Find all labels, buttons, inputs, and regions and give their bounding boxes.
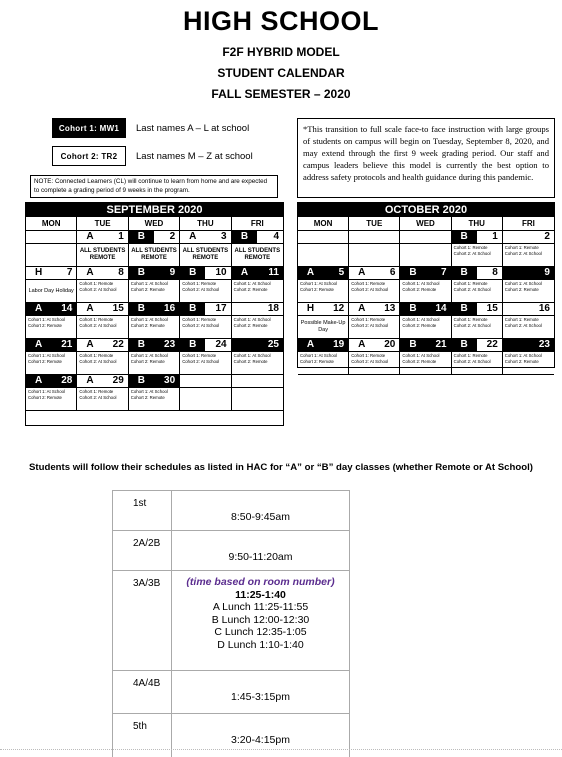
day-letter: A bbox=[34, 375, 43, 386]
period-label: 3A/3B bbox=[113, 571, 172, 671]
day-letter: B bbox=[180, 267, 205, 279]
calendar-day bbox=[452, 339, 503, 352]
calendar-day bbox=[298, 267, 349, 280]
day-status-note: Cohort 1: At School Cohort 2: Remote bbox=[400, 352, 451, 375]
subtitle-calendar: STUDENT CALENDAR bbox=[217, 66, 345, 80]
cohort-2-description: Last names M – Z at school bbox=[136, 151, 253, 162]
day-status-note: ALL STUDENTS REMOTE bbox=[129, 244, 180, 267]
connected-learners-note: NOTE: Connected Learners (CL) will continue to learn from home and are expected to complete a grading period of 9 weeks in the program. bbox=[30, 175, 278, 198]
subtitle-semester: FALL SEMESTER – 2020 bbox=[211, 87, 351, 101]
day-status-note: Cohort 1: Remote Cohort 2: At School bbox=[349, 316, 400, 339]
day-number: 6 bbox=[389, 267, 396, 278]
day-letter bbox=[298, 231, 323, 243]
day-number: 23 bbox=[538, 339, 550, 350]
day-status-note: Possible Make-Up Day bbox=[298, 316, 349, 339]
day-number: 10 bbox=[205, 267, 230, 279]
day-letter: B bbox=[452, 303, 477, 315]
calendar-day bbox=[503, 267, 554, 280]
table-row bbox=[113, 531, 350, 571]
day-letter bbox=[503, 303, 529, 315]
period-time: 3:20-4:15pm bbox=[231, 734, 290, 746]
day-status-note: Cohort 1: At School Cohort 2: Remote bbox=[503, 280, 554, 303]
day-status-note: Cohort 1: At School Cohort 2: Remote bbox=[26, 316, 77, 339]
day-number: 25 bbox=[267, 339, 279, 350]
day-letter: A bbox=[240, 267, 249, 278]
day-status-note: Cohort 1: At School Cohort 2: Remote bbox=[298, 352, 349, 375]
day-status-note: Cohort 1: At School Cohort 2: Remote bbox=[298, 280, 349, 303]
day-letter: B bbox=[452, 339, 477, 351]
day-number: 29 bbox=[112, 375, 124, 386]
day-status-note: Labor Day Holiday bbox=[26, 280, 77, 303]
page-divider bbox=[0, 749, 562, 750]
day-status-note: Cohort 1: Remote Cohort 2: At School bbox=[452, 316, 503, 339]
day-status-note: Cohort 1: At School Cohort 2: Remote bbox=[129, 388, 180, 411]
weekday-header: THU bbox=[180, 217, 231, 231]
day-letter bbox=[180, 375, 205, 387]
day-status-note: Cohort 1: Remote Cohort 2: At School bbox=[503, 244, 554, 267]
day-number: 22 bbox=[477, 339, 502, 351]
lunch-c: C Lunch 12:35-1:05 bbox=[214, 626, 307, 639]
day-status-note: Cohort 1: Remote Cohort 2: At School bbox=[452, 280, 503, 303]
calendar-day bbox=[400, 231, 451, 244]
lunch-a: A Lunch 11:25-11:55 bbox=[212, 601, 309, 614]
period-label: 4A/4B bbox=[113, 671, 172, 714]
day-status-note: Cohort 1: At School Cohort 2: Remote bbox=[129, 352, 180, 375]
day-letter: A bbox=[189, 231, 197, 242]
calendar-day bbox=[452, 267, 503, 280]
calendar-day bbox=[77, 231, 128, 244]
day-status-note: Cohort 1: Remote Cohort 2: At School bbox=[180, 280, 231, 303]
calendar-day bbox=[26, 339, 77, 352]
weekday-header: MON bbox=[298, 217, 349, 231]
weekday-header: THU bbox=[452, 217, 503, 231]
day-letter: B bbox=[137, 339, 145, 350]
day-number: 14 bbox=[61, 303, 73, 314]
day-number: 18 bbox=[267, 303, 279, 314]
day-status-note: Cohort 1: Remote Cohort 2: At School bbox=[452, 244, 503, 267]
calendar-day bbox=[349, 267, 400, 280]
calendar-day bbox=[129, 375, 180, 388]
day-letter bbox=[232, 375, 258, 387]
weekday-header: FRI bbox=[503, 217, 554, 231]
day-status-note: ALL STUDENTS REMOTE bbox=[77, 244, 128, 267]
lunch-note: (time based on room number) bbox=[186, 576, 335, 588]
calendar-day bbox=[180, 375, 231, 388]
day-number: 1 bbox=[477, 231, 502, 243]
day-number: 2 bbox=[154, 231, 179, 243]
calendar-day bbox=[452, 303, 503, 316]
day-number bbox=[205, 375, 230, 387]
day-status-note: Cohort 1: Remote Cohort 2: At School bbox=[77, 388, 128, 411]
day-status-note: Cohort 1: At School Cohort 2: Remote bbox=[26, 352, 77, 375]
schedule-instructions: Students will follow their schedules as listed in HAC for “A” or “B” day classes (whether Remote or At School) bbox=[29, 462, 533, 473]
weekday-header: TUE bbox=[77, 217, 128, 231]
calendar-day bbox=[26, 303, 77, 316]
day-status-note bbox=[349, 244, 400, 267]
calendar-day bbox=[77, 267, 128, 280]
day-number: 21 bbox=[61, 339, 73, 350]
day-letter: H bbox=[306, 303, 315, 314]
weekday-header: FRI bbox=[232, 217, 283, 231]
table-row bbox=[113, 714, 350, 757]
day-number: 30 bbox=[164, 375, 176, 386]
day-letter bbox=[232, 339, 258, 351]
day-number bbox=[374, 231, 399, 243]
lunch-d: D Lunch 1:10-1:40 bbox=[217, 638, 304, 651]
calendar-day bbox=[232, 339, 283, 352]
day-letter bbox=[349, 231, 374, 243]
day-status-note: Cohort 1: Remote Cohort 2: At School bbox=[349, 352, 400, 375]
period-label: 5th bbox=[113, 714, 172, 757]
weekday-header: TUE bbox=[349, 217, 400, 231]
calendar-day bbox=[180, 339, 231, 352]
day-letter: A bbox=[358, 339, 366, 350]
day-number: 8 bbox=[477, 267, 502, 279]
day-letter: H bbox=[34, 267, 43, 278]
day-letter bbox=[503, 267, 529, 279]
day-letter: A bbox=[34, 339, 43, 350]
day-status-note: Cohort 1: At School Cohort 2: Remote bbox=[400, 280, 451, 303]
subtitle-model: F2F HYBRID MODEL bbox=[222, 45, 340, 59]
day-status-note: Cohort 1: At School Cohort 2: Remote bbox=[232, 280, 283, 303]
october-calendar bbox=[297, 202, 555, 368]
day-status-note: Cohort 1: Remote Cohort 2: At School bbox=[503, 316, 554, 339]
day-letter: B bbox=[409, 267, 417, 278]
calendar-day bbox=[349, 303, 400, 316]
day-status-note: Cohort 1: At School Cohort 2: Remote bbox=[26, 388, 77, 411]
calendar-day bbox=[349, 339, 400, 352]
day-status-note bbox=[232, 388, 283, 411]
calendar-day bbox=[26, 375, 77, 388]
day-status-note: Cohort 1: At School Cohort 2: Remote bbox=[400, 316, 451, 339]
september-grid bbox=[26, 217, 283, 411]
day-status-note: ALL STUDENTS REMOTE bbox=[180, 244, 231, 267]
period-label: 2A/2B bbox=[113, 531, 172, 571]
october-calendar-title: OCTOBER 2020 bbox=[298, 203, 554, 217]
calendar-day bbox=[129, 267, 180, 280]
calendar-day bbox=[298, 339, 349, 352]
table-row bbox=[113, 671, 350, 714]
period-time: 9:50-11:20am bbox=[228, 551, 293, 563]
calendar-day bbox=[129, 231, 180, 244]
day-number: 5 bbox=[338, 267, 345, 278]
day-letter: A bbox=[358, 303, 366, 314]
day-letter: A bbox=[86, 231, 94, 242]
period-time: 1:45-3:15pm bbox=[231, 691, 290, 703]
day-letter bbox=[26, 231, 51, 243]
day-status-note: Cohort 1: Remote Cohort 2: At School bbox=[452, 352, 503, 375]
day-number: 1 bbox=[118, 231, 124, 242]
day-letter: B bbox=[180, 303, 205, 315]
day-letter: A bbox=[306, 267, 315, 278]
day-letter: B bbox=[232, 231, 258, 243]
calendar-day bbox=[349, 231, 400, 244]
table-row bbox=[113, 491, 350, 531]
calendar-day bbox=[26, 231, 77, 244]
day-letter bbox=[503, 231, 529, 243]
day-letter: A bbox=[34, 303, 43, 314]
day-number bbox=[257, 375, 283, 387]
cohort-1-description: Last names A – L at school bbox=[136, 123, 250, 134]
day-letter bbox=[400, 231, 425, 243]
day-number: 21 bbox=[435, 339, 447, 350]
day-number: 4 bbox=[257, 231, 283, 243]
day-number: 3 bbox=[221, 231, 227, 242]
day-number: 17 bbox=[205, 303, 230, 315]
day-status-note: Cohort 1: Remote Cohort 2: At School bbox=[349, 280, 400, 303]
day-number bbox=[51, 231, 76, 243]
day-letter: B bbox=[409, 303, 417, 314]
day-letter: A bbox=[358, 267, 366, 278]
day-status-note: Cohort 1: At School Cohort 2: Remote bbox=[503, 352, 554, 375]
weekday-header: MON bbox=[26, 217, 77, 231]
lunch-b: B Lunch 12:00-12:30 bbox=[211, 613, 310, 626]
cohort-2-badge: Cohort 2: TR2 bbox=[52, 146, 126, 166]
day-number: 15 bbox=[477, 303, 502, 315]
day-number: 7 bbox=[66, 267, 73, 278]
period-time: 8:50-9:45am bbox=[231, 511, 290, 523]
day-status-note: Cohort 1: At School Cohort 2: Remote bbox=[232, 316, 283, 339]
bell-schedule-table bbox=[112, 490, 350, 757]
calendar-day bbox=[298, 231, 349, 244]
calendar-day bbox=[400, 267, 451, 280]
cohort-1-badge: Cohort 1: MW1 bbox=[52, 118, 126, 138]
day-number: 12 bbox=[333, 303, 345, 314]
page-title: HIGH SCHOOL bbox=[182, 6, 379, 36]
day-status-note: Cohort 1: At School Cohort 2: Remote bbox=[129, 280, 180, 303]
day-status-note bbox=[298, 244, 349, 267]
day-letter: B bbox=[180, 339, 205, 351]
day-number: 13 bbox=[384, 303, 396, 314]
calendar-day bbox=[180, 303, 231, 316]
day-letter: A bbox=[86, 375, 94, 386]
period-label: 1st bbox=[113, 491, 172, 531]
calendar-day bbox=[452, 231, 503, 244]
september-calendar-title: SEPTEMBER 2020 bbox=[26, 203, 283, 217]
weekday-header: WED bbox=[400, 217, 451, 231]
day-status-note: Cohort 1: Remote Cohort 2: At School bbox=[77, 280, 128, 303]
calendar-day bbox=[77, 303, 128, 316]
day-letter bbox=[232, 303, 258, 315]
day-letter: A bbox=[86, 339, 94, 350]
day-number: 9 bbox=[544, 267, 550, 278]
calendar-day bbox=[503, 231, 554, 244]
day-status-note: Cohort 1: Remote Cohort 2: At School bbox=[180, 352, 231, 375]
calendar-day bbox=[232, 231, 283, 244]
calendar-day bbox=[232, 303, 283, 316]
day-number: 2 bbox=[544, 231, 550, 242]
day-number: 16 bbox=[538, 303, 550, 314]
day-number: 23 bbox=[164, 339, 176, 350]
calendar-day bbox=[129, 339, 180, 352]
calendar-day bbox=[180, 267, 231, 280]
day-status-note bbox=[26, 244, 77, 267]
day-number: 20 bbox=[384, 339, 396, 350]
day-number: 8 bbox=[118, 267, 124, 278]
day-letter: A bbox=[86, 267, 94, 278]
calendar-day bbox=[400, 339, 451, 352]
day-number bbox=[323, 231, 348, 243]
calendar-day bbox=[180, 231, 231, 244]
table-row bbox=[113, 571, 350, 671]
day-letter: B bbox=[137, 267, 145, 278]
day-number: 15 bbox=[112, 303, 124, 314]
september-calendar bbox=[25, 202, 284, 426]
calendar-day bbox=[298, 303, 349, 316]
day-letter bbox=[503, 339, 529, 351]
calendar-day bbox=[26, 267, 77, 280]
period-time: 11:25-1:40 bbox=[235, 588, 286, 601]
day-letter: A bbox=[306, 339, 315, 350]
day-status-note: ALL STUDENTS REMOTE bbox=[232, 244, 283, 267]
day-number: 22 bbox=[112, 339, 124, 350]
day-number: 9 bbox=[169, 267, 176, 278]
calendar-day bbox=[503, 339, 554, 352]
day-number: 19 bbox=[333, 339, 345, 350]
day-letter: B bbox=[137, 303, 145, 314]
calendar-day bbox=[503, 303, 554, 316]
day-letter: A bbox=[86, 303, 94, 314]
day-status-note: Cohort 1: At School Cohort 2: Remote bbox=[232, 352, 283, 375]
day-number: 28 bbox=[61, 375, 73, 386]
calendar-day bbox=[232, 375, 283, 388]
weekday-header: WED bbox=[129, 217, 180, 231]
day-status-note: Cohort 1: At School Cohort 2: Remote bbox=[129, 316, 180, 339]
day-letter: B bbox=[409, 339, 417, 350]
day-letter: B bbox=[129, 231, 154, 243]
calendar-day bbox=[77, 375, 128, 388]
calendar-day bbox=[400, 303, 451, 316]
day-letter: B bbox=[452, 231, 477, 243]
day-number: 14 bbox=[435, 303, 447, 314]
day-letter: B bbox=[137, 375, 145, 386]
day-status-note bbox=[400, 244, 451, 267]
day-number: 11 bbox=[268, 267, 279, 278]
day-number: 16 bbox=[164, 303, 176, 314]
day-number: 24 bbox=[205, 339, 230, 351]
day-letter: B bbox=[452, 267, 477, 279]
day-number bbox=[425, 231, 450, 243]
day-status-note: Cohort 1: Remote Cohort 2: At School bbox=[77, 316, 128, 339]
october-grid bbox=[298, 217, 554, 375]
day-status-note bbox=[180, 388, 231, 411]
day-status-note: Cohort 1: Remote Cohort 2: At School bbox=[180, 316, 231, 339]
day-number: 7 bbox=[441, 267, 447, 278]
calendar-day bbox=[77, 339, 128, 352]
calendar-day bbox=[129, 303, 180, 316]
transition-notice: *This transition to full scale face-to face instruction with large groups of students on campus will begin on Tuesday, September 8, 2020, and may extend through the first 9 week grading period. Our staff and campus leaders believe this model is currently the best option to address safety protocols and health guidance during this pandemic. bbox=[297, 118, 555, 198]
calendar-day bbox=[232, 267, 283, 280]
day-status-note: Cohort 1: Remote Cohort 2: At School bbox=[77, 352, 128, 375]
